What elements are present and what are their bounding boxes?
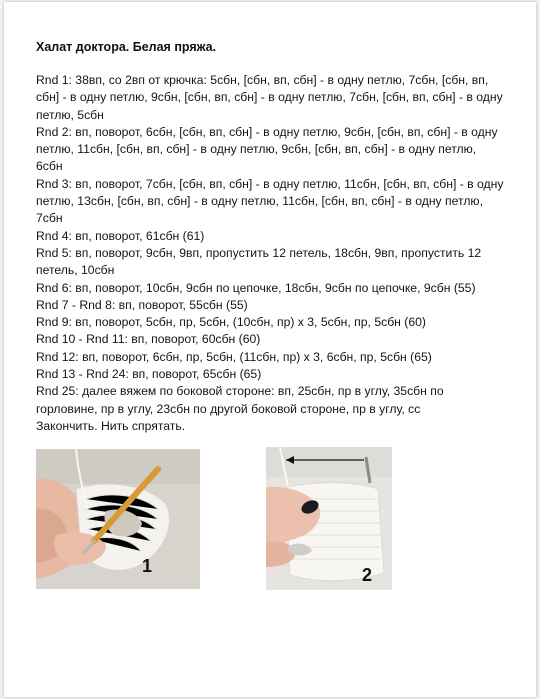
pattern-row-2: Rnd 2: вп, поворот, 6сбн, [сбн, вп, сбн] - в одну петлю, 9сбн, [сбн, вп, сбн] - в одну петлю, 11сбн, [сбн, вп, сбн] - в одну петлю, 9сбн, [сбн, вп, сбн] - в одну петлю, 6сбн [36, 124, 498, 174]
photo-number-2: 2 [362, 565, 373, 585]
pattern-row-25: Rnd 25: далее вяжем по боковой стороне: вп, 25сбн, пр в углу, 35сбн по горловине, пр в углу, 23сбн по другой боковой стороне, пр в углу, сс [36, 384, 444, 416]
pattern-row-10-11: Rnd 10 - Rnd 11: вп, поворот, 60сбн (60) [36, 332, 261, 347]
photo-number-1: 1 [142, 556, 153, 576]
document-title: Халат доктора. Белая пряжа. [36, 40, 217, 54]
pattern-row-4: Rnd 4: вп, поворот, 61сбн (61) [36, 228, 205, 243]
pattern-row-3: Rnd 3: вп, поворот, 7сбн, [сбн, вп, сбн] - в одну петлю, 11сбн, [сбн, вп, сбн] - в одну петлю, 13сбн, [сбн, вп, сбн] - в одну петлю, 11сбн, [сбн, вп, сбн] - в одну петлю, 7сбн [36, 176, 504, 226]
pattern-row-5: Rnd 5: вп, поворот, 9сбн, 9вп, пропустить 12 петель, 18сбн, 9вп, пропустить 12 петель, 10сбн [36, 245, 482, 278]
crochet-hand-illustration-1 [36, 449, 200, 589]
pattern-row-7-8: Rnd 7 - Rnd 8: вп, поворот, 55сбн (55) [36, 297, 248, 312]
pattern-row-9: Rnd 9: вп, поворот, 5сбн, пр, 5сбн, (10сбн, пр) х 3, 5сбн, пр, 5сбн (60) [36, 315, 426, 330]
document-page [4, 2, 536, 697]
pattern-row-12: Rnd 12: вп, поворот, 6сбн, пр, 5сбн, (11сбн, пр) х 3, 6сбн, пр, 5сбн (65) [36, 349, 432, 364]
pattern-row-1: Rnd 1: 38вп, со 2вп от крючка: 5сбн, [сбн, вп, сбн] - в одну петлю, 7сбн, [сбн, вп, сбн] - в одну петлю, 9сбн, [сбн, вп, сбн] - в одну петлю, 7сбн, [сбн, вп, сбн] - в одну петлю, 5сбн [36, 73, 503, 122]
crochet-hand-illustration-2 [266, 447, 392, 590]
pattern-instructions [36, 72, 506, 435]
pattern-row-13-24: Rnd 13 - Rnd 24: вп, поворот, 65сбн (65) [36, 367, 262, 382]
step-photo-2 [266, 447, 392, 590]
pattern-row-6: Rnd 6: вп, поворот, 10сбн, 9сбн по цепочке, 18сбн, 9сбн по цепочке, 9сбн (55) [36, 280, 476, 295]
step-photo-1 [36, 449, 200, 589]
pattern-finish: Закончить. Нить спрятать. [36, 418, 186, 433]
